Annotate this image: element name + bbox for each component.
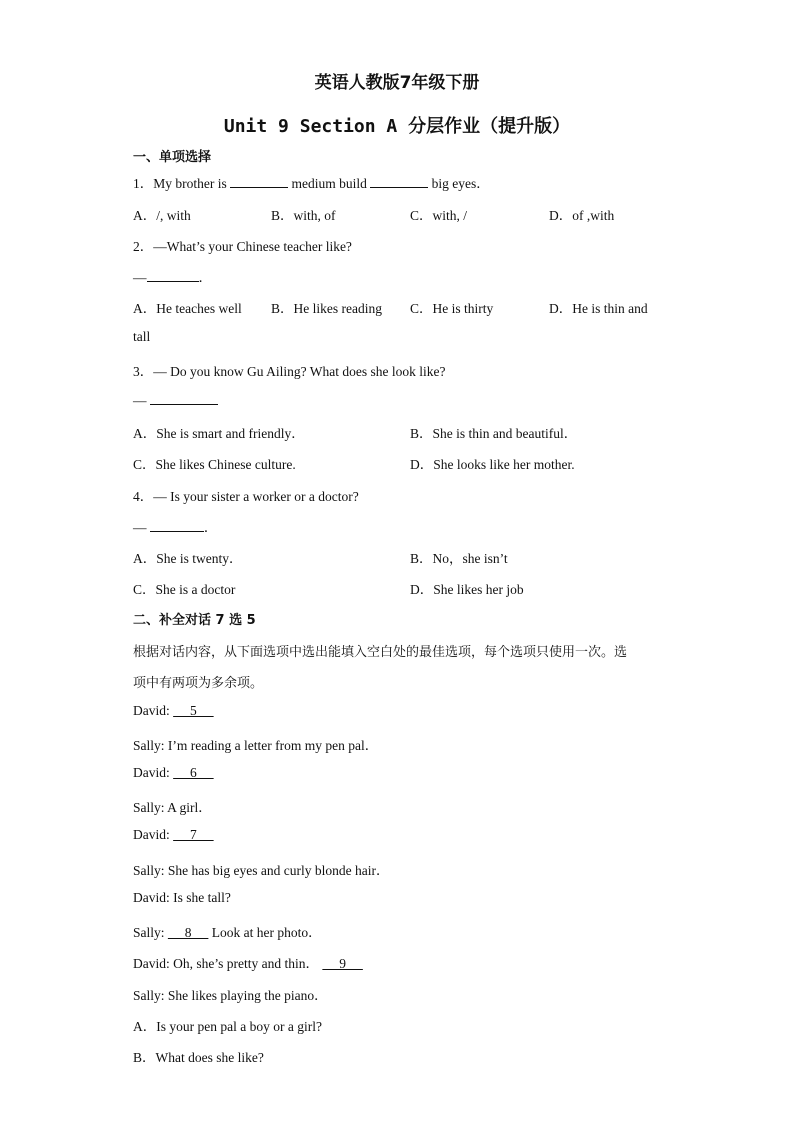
speaker-name: Sally:: [133, 925, 168, 940]
question-4-option-d: D．She likes her job: [410, 582, 524, 597]
question-3-stem: 3．— Do you know Gu Ailing? What does she look like?: [133, 364, 446, 379]
question-1-option-c: C．with, /: [410, 208, 468, 223]
question-2-stem: 2．—What’s your Chinese teacher like?: [133, 239, 352, 254]
dialogue-line: [133, 827, 214, 843]
page-title: 英语人教版7年级下册: [314, 73, 480, 93]
page-subtitle: Unit 9 Section A 分层作业（提升版）: [223, 116, 571, 137]
dash: —: [133, 393, 150, 408]
question-1-option-a: A．/, with: [133, 208, 191, 223]
answer-blank: [370, 174, 428, 188]
question-3-answer-line: [133, 391, 218, 409]
numbered-blank: 9: [322, 956, 363, 971]
question-text: big eyes．: [428, 176, 490, 191]
dialogue-text: I’m reading a letter from my pen pal．: [167, 738, 379, 753]
dialogue-line: [133, 890, 231, 906]
dialogue-line: [133, 921, 322, 941]
answer-blank: [147, 268, 199, 282]
dash: —: [133, 520, 150, 535]
question-2-option-c: C．He is thirty: [410, 301, 494, 316]
question-3-option-a: A．She is smart and friendly．: [133, 426, 305, 441]
speaker-name: David:: [133, 890, 174, 905]
dialogue-line: [133, 796, 212, 816]
question-4-option-a: A．She is twenty．: [133, 551, 243, 566]
dialogue-line: [133, 859, 389, 879]
question-2-answer-line: [133, 266, 212, 286]
speaker-name: Sally:: [133, 988, 168, 1003]
question-4-option-b: B．No，she isn’t: [410, 551, 508, 566]
question-4-answer-line: [133, 516, 217, 536]
answer-blank: [230, 174, 288, 188]
dialogue-text: She has big eyes and curly blonde hair．: [167, 863, 390, 878]
speaker-name: David:: [133, 765, 174, 780]
dialogue-text: A girl．: [167, 800, 212, 815]
dialogue-text: She likes playing the piano．: [167, 988, 328, 1003]
question-4-stem: 4．— Is your sister a worker or a doctor?: [133, 489, 359, 504]
numbered-blank: 7: [173, 827, 214, 842]
question-1-option-b: B．with, of: [271, 208, 336, 223]
dialogue-line: [133, 952, 363, 972]
instructions-line-2: 项中有两项为多余项。: [133, 676, 264, 691]
question-3-option-b: B．She is thin and beautiful．: [410, 426, 578, 441]
question-text: 1．My brother is: [133, 176, 231, 191]
choice-a: A．Is your pen pal a boy or a girl?: [133, 1019, 322, 1034]
dialogue-text: Oh, she’s pretty and thin．: [173, 956, 323, 971]
question-3-option-c: C．She likes Chinese culture.: [133, 457, 296, 472]
question-2-option-b: B．He likes reading: [271, 301, 382, 316]
question-4-option-c: C．She is a doctor: [133, 582, 236, 597]
speaker-name: David:: [133, 956, 174, 971]
section-heading-dialogue: 二、补全对话 7 选 5: [133, 613, 256, 628]
dialogue-text: Is she tall?: [173, 890, 231, 905]
dialogue-text: Look at her photo．: [208, 925, 322, 940]
speaker-name: Sally:: [133, 738, 168, 753]
answer-blank: [150, 518, 204, 532]
dialogue-line: [133, 984, 328, 1004]
question-2-option-d-wrap: tall: [133, 329, 151, 344]
question-2-option-d: D．He is thin and: [549, 301, 648, 316]
section-heading-single-choice: 一、单项选择: [133, 150, 212, 165]
numbered-blank: 8: [167, 925, 209, 940]
dash: —: [133, 270, 147, 285]
period: ．: [203, 520, 218, 535]
speaker-name: Sally:: [133, 800, 168, 815]
dialogue-line: [133, 734, 378, 754]
numbered-blank: 6: [173, 765, 214, 780]
choice-b: B．What does she like?: [133, 1050, 264, 1065]
speaker-name: David:: [133, 703, 174, 718]
instructions-line-1: 根据对话内容，从下面选项中选出能填入空白处的最佳选项，每个选项只使用一次。选: [133, 645, 628, 660]
question-1-stem: [133, 172, 490, 192]
question-2-option-a: A．He teaches well: [133, 301, 242, 316]
answer-blank: [150, 391, 218, 405]
question-text: medium build: [288, 176, 371, 191]
question-1-option-d: D．of ,with: [549, 208, 615, 223]
dialogue-line: [133, 703, 214, 719]
speaker-name: David:: [133, 827, 174, 842]
speaker-name: Sally:: [133, 863, 168, 878]
numbered-blank: 5: [173, 703, 214, 718]
dialogue-line: [133, 765, 214, 781]
question-3-option-d: D．She looks like her mother.: [410, 457, 575, 472]
period: ．: [198, 270, 212, 285]
